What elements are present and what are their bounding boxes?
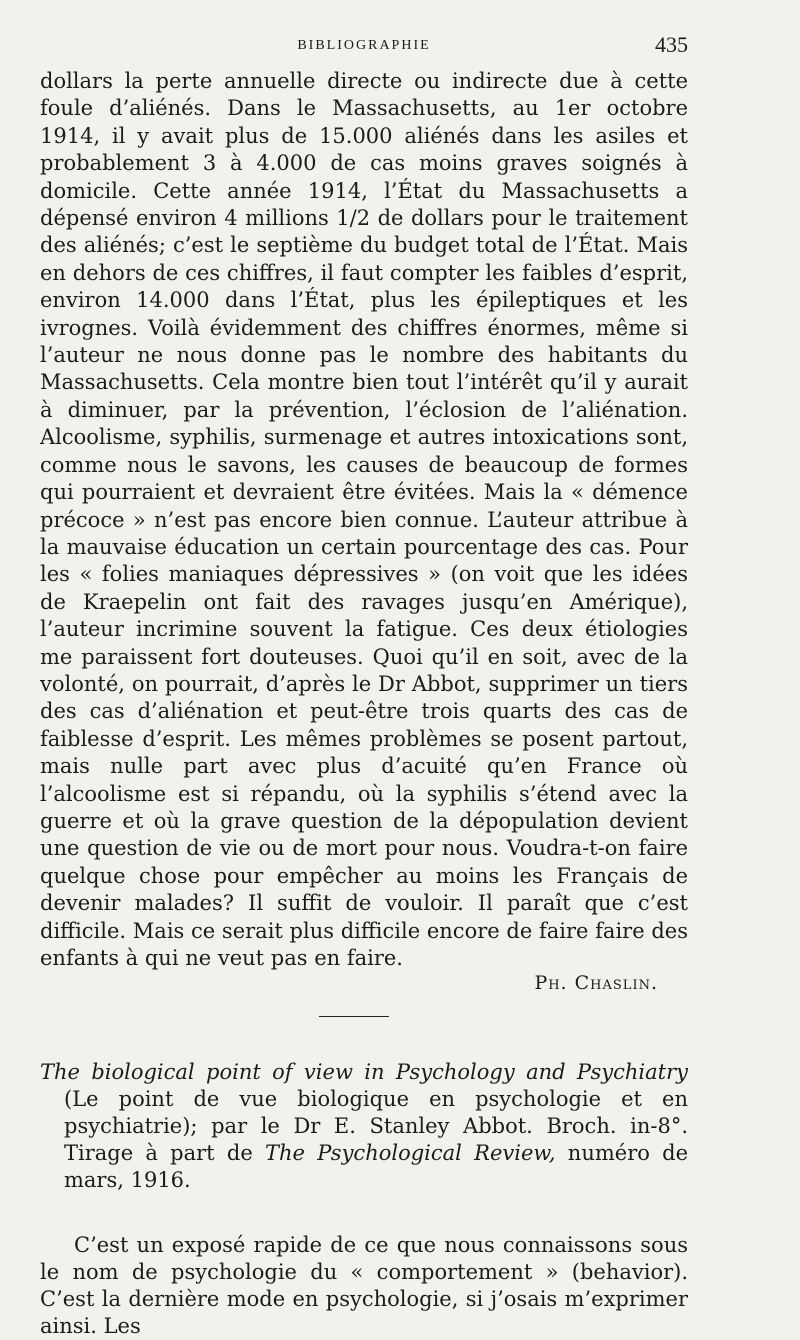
running-title: BIBLIOGRAPHIE (297, 38, 431, 53)
citation-rest: (Le point de vue biologique en psychologie et en psychiatrie); par le Dr E. Stanley Abbot. Broch. in-8°. Tirage à part de (64, 1087, 688, 1166)
citation-tail: numéro de mars, 1916. (64, 1141, 689, 1193)
citation-journal: The Psychological Review, (265, 1141, 556, 1166)
continuation-text (40, 68, 688, 972)
continuation-paragraph: dollars la perte annuelle directe ou indirecte due à cette foule d’aliénés. Dans le Massachusetts, au 1er octobre 1914, il y avait plus de 15.000 aliénés dans les asiles et probablement 3 à 4.000 de cas moins graves soignés à domicile. Cette année 1914, l’État du Massachusetts a dépensé environ 4 millions 1/2 de dollars pour le traitement des aliénés; c’est le septième du budget total de l’État. Mais en dehors de ces chiffres, il faut compter les faibles d’esprit, environ 14.000 dans l’État, plus les épileptiques et les ivrognes. Voilà évidemment des chiffres énormes, même si l’auteur ne nous donne pas le nombre des habitants du Massachusetts. Cela montre bien tout l’intérêt qu’il y aurait à diminuer, par la prévention, l’éclosion de l’aliénation. Alcoolisme, syphilis, surmenage et autres intoxications sont, comme nous le savons, les causes de beaucoup de formes qui pourraient et devraient être évitées. Mais la « démence précoce » n’est pas encore bien connue. L’auteur attribue à la mauvaise éducation un certain pourcentage des cas. Pour les « folies maniaques dépressives » (on voit que les idées de Kraepelin ont fait des ravages jusqu’en Amérique), l’auteur incrimine souvent la fatigue. Ces deux étiologies me paraissent fort douteuses. Quoi qu’il en soit, avec de la volonté, on pourrait, d’après le Dr Abbot, supprimer un tiers des cas d’aliénation et peut-être trois quarts des cas de faiblesse d’esprit. Les mêmes problèmes se posent partout, mais nulle part avec plus d’acuité qu’en France où l’alcoolisme est si répandu, où la syphilis s’étend avec la guerre et où la grave question de la dépopulation devient une question de vie ou de mort pour nous. Voudra-t-on faire quelque chose pour empêcher au moins les Français de devenir malades? Il suffit de vouloir. Il paraît que c’est difficile. Mais ce serait plus difficile encore de faire faire des enfants à qui ne veut pas en faire. (40, 69, 688, 970)
citation-title: The biological point of view in Psychology and Psychiatry (40, 1060, 688, 1085)
page (40, 32, 688, 1340)
citation (40, 1059, 688, 1194)
page-number: 435 (655, 32, 688, 57)
running-head (40, 32, 688, 62)
review-paragraph: C’est un exposé rapide de ce que nous connaissons sous le nom de psychologie du « comportement » (behavior). C’est la dernière mode en psychologie, si j’osais m’exprimer ainsi. Les (40, 1233, 688, 1339)
section-divider (319, 1016, 389, 1017)
signature: Ph. Chaslin. (534, 972, 658, 995)
